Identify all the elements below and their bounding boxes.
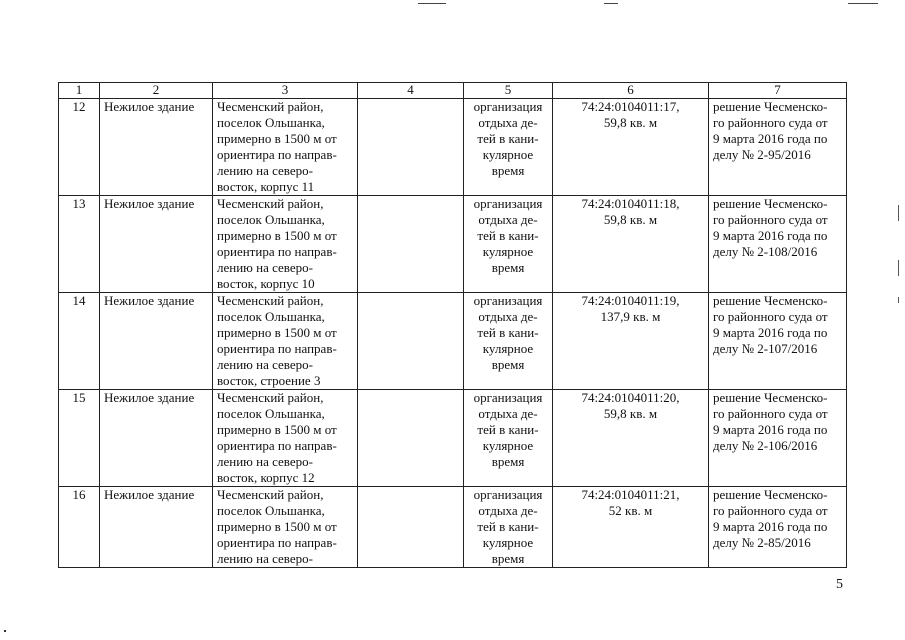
object-purpose: организация отдыха де- тей в кани- кулярное время [464, 99, 553, 196]
court-decision: решение Чесменско- го районного суда от 9 марта 2016 года по делу № 2-107/2016 [709, 293, 847, 390]
empty-cell [358, 390, 464, 487]
object-address: Чесменский район, поселок Ольшанка, примерно в 1500 м от ориентира по направ- лению на северо- восток, корпус 12 [213, 390, 358, 487]
row-number: 14 [59, 293, 100, 390]
scan-artifact-dot [4, 630, 6, 632]
scan-artifact-tick [898, 205, 899, 221]
column-header: 1 [59, 83, 100, 99]
column-header: 2 [100, 83, 213, 99]
object-type: Нежилое здание [100, 293, 213, 390]
row-number: 15 [59, 390, 100, 487]
object-type: Нежилое здание [100, 99, 213, 196]
empty-cell [358, 293, 464, 390]
column-header: 7 [709, 83, 847, 99]
column-header: 6 [553, 83, 709, 99]
scan-artifact-tick [898, 297, 899, 303]
object-purpose: организация отдыха де- тей в кани- кулярное время [464, 196, 553, 293]
scan-artifact-line [848, 3, 878, 4]
table-row [59, 293, 847, 390]
scan-artifact-tick [898, 260, 899, 276]
column-number-row [59, 83, 847, 99]
column-header: 5 [464, 83, 553, 99]
column-header: 3 [213, 83, 358, 99]
object-type: Нежилое здание [100, 487, 213, 568]
cadastral-number: 74:24:0104011:17, 59,8 кв. м [553, 99, 709, 196]
object-address: Чесменский район, поселок Ольшанка, примерно в 1500 м от ориентира по направ- лению на северо- восток, корпус 10 [213, 196, 358, 293]
court-decision: решение Чесменско- го районного суда от 9 марта 2016 года по делу № 2-95/2016 [709, 99, 847, 196]
court-decision: решение Чесменско- го районного суда от 9 марта 2016 года по делу № 2-106/2016 [709, 390, 847, 487]
table-row [59, 487, 847, 568]
table-row [59, 390, 847, 487]
table-row [59, 99, 847, 196]
object-purpose: организация отдыха де- тей в кани- кулярное время [464, 390, 553, 487]
cadastral-number: 74:24:0104011:19, 137,9 кв. м [553, 293, 709, 390]
scan-artifact-line [418, 3, 446, 4]
empty-cell [358, 487, 464, 568]
cadastral-number: 74:24:0104011:20, 59,8 кв. м [553, 390, 709, 487]
scan-artifact-line [604, 3, 618, 4]
cadastral-number: 74:24:0104011:18, 59,8 кв. м [553, 196, 709, 293]
object-purpose: организация отдыха де- тей в кани- кулярное время [464, 293, 553, 390]
object-address: Чесменский район, поселок Ольшанка, примерно в 1500 м от ориентира по направ- лению на северо- восток, строение 3 [213, 293, 358, 390]
cadastral-number: 74:24:0104011:21, 52 кв. м [553, 487, 709, 568]
column-header: 4 [358, 83, 464, 99]
object-address: Чесменский район, поселок Ольшанка, примерно в 1500 м от ориентира по направ- лению на северо- восток, корпус 11 [213, 99, 358, 196]
court-decision: решение Чесменско- го районного суда от 9 марта 2016 года по делу № 2-108/2016 [709, 196, 847, 293]
row-number: 13 [59, 196, 100, 293]
property-registry-table [58, 82, 847, 568]
object-address: Чесменский район, поселок Ольшанка, примерно в 1500 м от ориентира по направ- лению на северо- [213, 487, 358, 568]
object-purpose: организация отдыха де- тей в кани- кулярное время [464, 487, 553, 568]
empty-cell [358, 196, 464, 293]
row-number: 16 [59, 487, 100, 568]
table-row [59, 196, 847, 293]
court-decision: решение Чесменско- го районного суда от 9 марта 2016 года по делу № 2-85/2016 [709, 487, 847, 568]
empty-cell [358, 99, 464, 196]
row-number: 12 [59, 99, 100, 196]
page-number: 5 [836, 577, 843, 592]
object-type: Нежилое здание [100, 196, 213, 293]
object-type: Нежилое здание [100, 390, 213, 487]
